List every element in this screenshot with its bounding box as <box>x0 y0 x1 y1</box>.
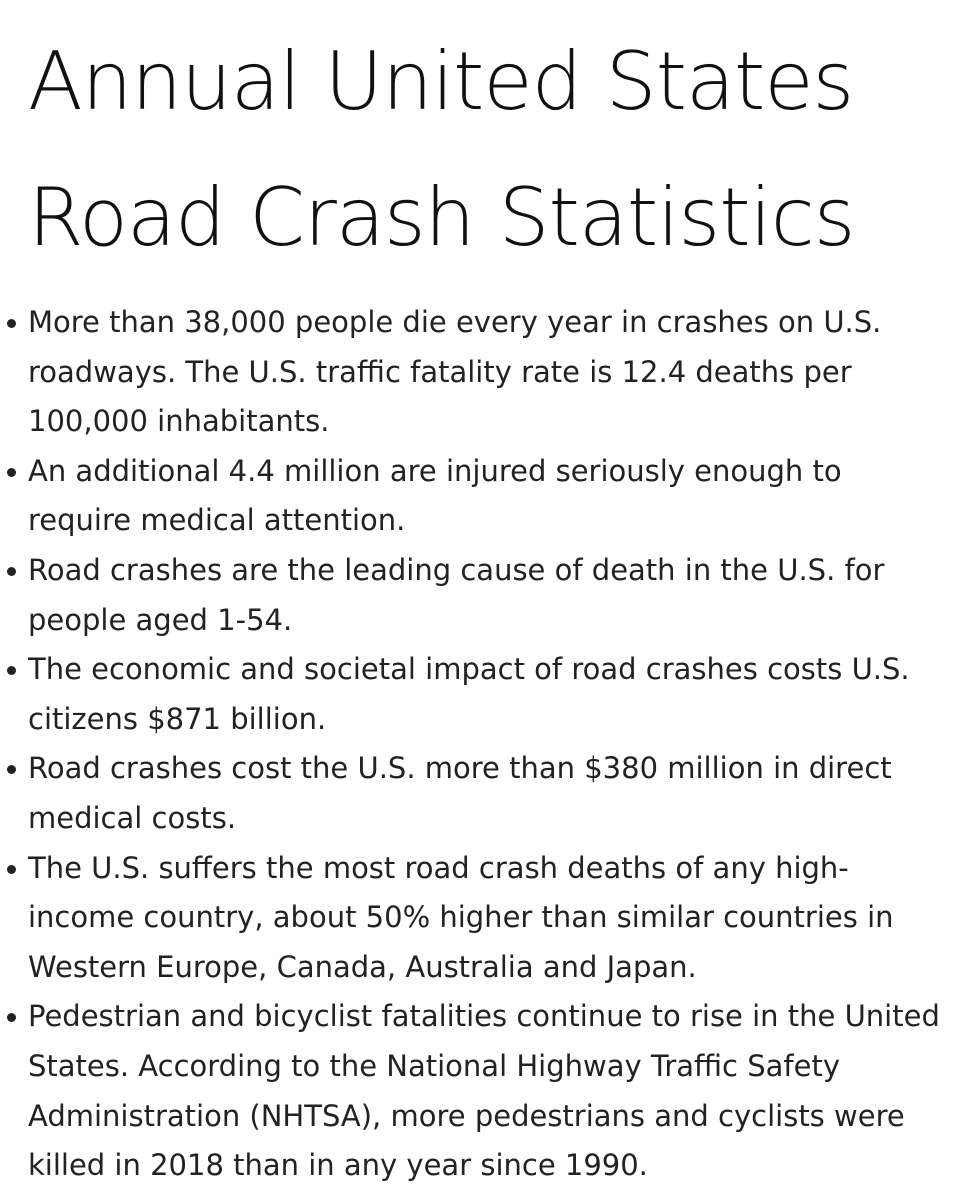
page-title-line-2: Road Crash Statistics <box>28 171 855 264</box>
list-item <box>28 447 944 546</box>
list-item <box>28 992 944 1190</box>
list-item-text: More than 38,000 people die every year in crashes on U.S. roadways. The U.S. traffic fatality rate is 12.4 deaths per 100,000 inhabitants. <box>28 305 882 439</box>
list-item <box>28 298 944 447</box>
list-item-text: The economic and societal impact of road crashes costs U.S. citizens $871 billion. <box>28 652 910 736</box>
statistics-list <box>28 298 944 1191</box>
list-item <box>28 645 944 744</box>
list-item-text: Road crashes are the leading cause of death in the U.S. for people aged 1-54. <box>28 552 885 637</box>
bullet-icon <box>7 844 17 894</box>
bullet-icon <box>7 546 17 596</box>
bullet-icon <box>7 298 17 348</box>
list-item-text: The U.S. suffers the most road crash deaths of any high-income country, about 50% higher than similar countries in Western Europe, Canada, Australia and Japan. <box>28 850 894 984</box>
list-item <box>28 844 944 993</box>
bullet-icon <box>7 447 17 497</box>
list-item-text: Pedestrian and bicyclist fatalities continue to rise in the United States. According to the National Highway Traffic Safety Administration (NHTSA), more pedestrians and cyclists were killed in 2018 than in any year since 1990. <box>28 999 940 1183</box>
list-item <box>28 546 944 645</box>
bullet-icon <box>7 744 17 794</box>
list-item-text: Road crashes cost the U.S. more than $380 million in direct medical costs. <box>28 751 892 835</box>
page-title <box>28 14 944 286</box>
list-item <box>28 744 944 843</box>
list-item-text: An additional 4.4 million are injured seriously enough to require medical attention. <box>28 453 842 538</box>
page-title-line-1: Annual United States <box>28 35 854 128</box>
bullet-icon <box>7 992 17 1042</box>
bullet-icon <box>7 645 17 695</box>
